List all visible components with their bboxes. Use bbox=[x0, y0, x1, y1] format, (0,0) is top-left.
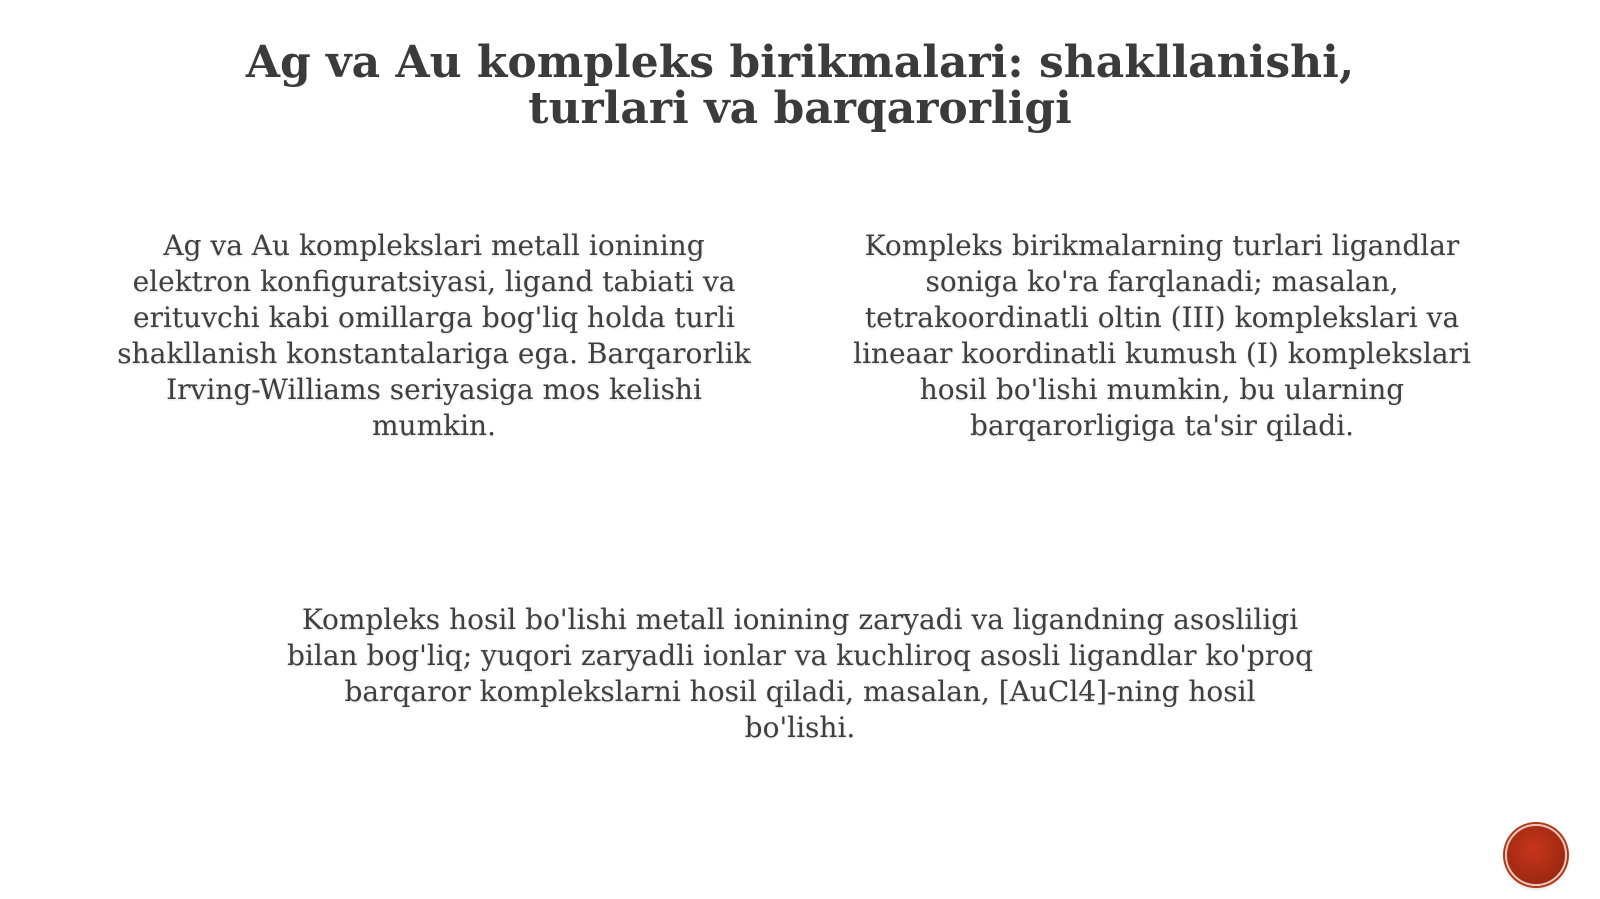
bottom-paragraph: Kompleks hosil bo'lishi metall ionining zaryadi va ligandning asosliligi bilan bog'liq; yuqori zaryadli ionlar va kuchliroq asosli ligandlar ko'proq barqaror komplekslarni hosil qiladi, masalan, [AuCl4]-ning hosil bo'lishi. bbox=[287, 603, 1313, 744]
circle-nav-icon[interactable] bbox=[1505, 824, 1567, 886]
left-paragraph: Ag va Au komplekslari metall ionining elektron konfiguratsiyasi, ligand tabiati va erituvchi kabi omillarga bog'liq holda turli shakllanish konstantalariga ega. Barqarorlik Irving-Williams seriyasiga mos kelishi mumkin. bbox=[117, 229, 751, 442]
slide-title: Ag va Au kompleks birikmalari: shakllanishi, turlari va barqarorligi bbox=[245, 37, 1355, 134]
right-paragraph: Kompleks birikmalarning turlari ligandlar soniga ko'ra farqlanadi; masalan, tetrakoordinatli oltin (III) komplekslari va lineaar koordinatli kumush (I) komplekslari hosil bo'lishi mumkin, bu ularning barqarorligiga ta'sir qiladi. bbox=[853, 229, 1471, 442]
